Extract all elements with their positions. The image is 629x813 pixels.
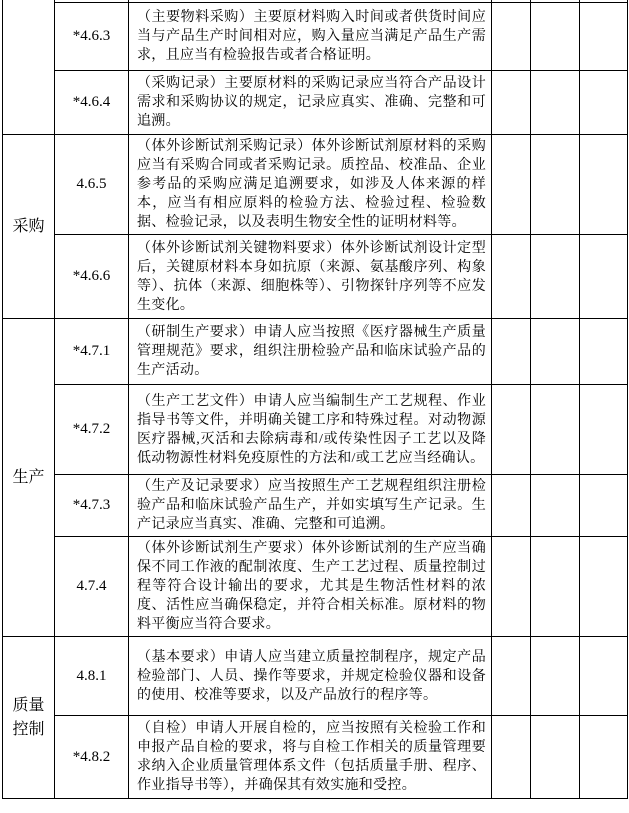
check-cell-2 — [531, 385, 580, 475]
item-number-cell: *4.6.3 — [55, 3, 129, 71]
requirement-text-cell: （采购记录）主要原材料的采购记录应当符合产品设计需求和采购协议的规定，记录应真实、准确、完整和可追溯。 — [129, 71, 492, 135]
check-cell-1 — [492, 71, 531, 135]
requirement-text-cell: （基本要求）申请人应当建立质量控制程序，规定产品检验部门、人员、操作等要求，并规定检验仪器和设备的使用、校准等要求，以及产品放行的程序等。 — [129, 637, 492, 716]
item-number-cell: *4.7.1 — [55, 319, 129, 385]
check-cell-2 — [531, 716, 580, 799]
item-number-cell: *4.6.4 — [55, 71, 129, 135]
check-cell-3 — [580, 235, 628, 319]
table-row — [3, 475, 628, 537]
item-number-cell: 4.7.4 — [55, 537, 129, 637]
table-row — [3, 3, 628, 71]
check-cell-3 — [580, 135, 628, 235]
check-cell-3 — [580, 475, 628, 537]
check-cell-2 — [531, 3, 580, 71]
check-cell-3 — [580, 3, 628, 71]
check-cell-2 — [531, 235, 580, 319]
check-cell-2 — [531, 537, 580, 637]
table-row — [3, 716, 628, 799]
category-cell-production: 生产 — [3, 319, 55, 637]
check-cell-1 — [492, 475, 531, 537]
requirement-text-cell: （生产工艺文件）申请人应当编制生产工艺规程、作业指导书等文件，并明确关键工序和特殊过程。对动物源医疗器械,灭活和去除病毒和/或传染性因子工艺以及降低动物源性材料免疫原性的方法和/或工艺应当经确认。 — [129, 385, 492, 475]
item-number-cell: *4.8.2 — [55, 716, 129, 799]
item-number-cell: *4.7.2 — [55, 385, 129, 475]
item-number-cell: *4.6.6 — [55, 235, 129, 319]
category-cell-procurement: 采购 — [3, 135, 55, 319]
table-row — [3, 319, 628, 385]
table-row — [3, 537, 628, 637]
check-cell-2 — [531, 475, 580, 537]
table-row — [3, 135, 628, 235]
table-row — [3, 235, 628, 319]
table-row — [3, 71, 628, 135]
check-cell-1 — [492, 135, 531, 235]
check-cell-1 — [492, 3, 531, 71]
requirement-text-cell: （研制生产要求）申请人应当按照《医疗器械生产质量管理规范》要求，组织注册检验产品和临床试验产品的生产活动。 — [129, 319, 492, 385]
check-cell-3 — [580, 71, 628, 135]
requirement-text-cell: （体外诊断试剂关键物料要求）体外诊断试剂设计定型后，关键原材料本身如抗原（来源、氨基酸序列、构象等）、抗体（来源、细胞株等）、引物探针序列等不应发生变化。 — [129, 235, 492, 319]
item-number-cell: 4.6.5 — [55, 135, 129, 235]
requirement-text-cell: （体外诊断试剂采购记录）体外诊断试剂原材料的采购应当有采购合同或者采购记录。质控品、校准品、企业参考品的采购应满足追溯要求，如涉及人体来源的样本，应当有相应原料的检验方法、检验过程、检验数据、检验记录，以及表明生物安全性的证明材料等。 — [129, 135, 492, 235]
check-cell-3 — [580, 537, 628, 637]
check-cell-1 — [492, 637, 531, 716]
check-cell-3 — [580, 716, 628, 799]
requirement-text-cell: （主要物料采购）主要原材料购入时间或者供货时间应当与产品生产时间相对应，购入量应当满足产品生产需求，且应当有检验报告或者合格证明。 — [129, 3, 492, 71]
check-cell-3 — [580, 319, 628, 385]
check-cell-2 — [531, 637, 580, 716]
check-cell-2 — [531, 135, 580, 235]
check-cell-1 — [492, 385, 531, 475]
item-number-cell: *4.7.3 — [55, 475, 129, 537]
check-cell-1 — [492, 319, 531, 385]
check-cell-3 — [580, 385, 628, 475]
check-cell-2 — [531, 71, 580, 135]
requirement-text-cell: （体外诊断试剂生产要求）体外诊断试剂的生产应当确保不同工作液的配制浓度、生产工艺过程、质量控制过程等符合设计输出的要求，尤其是生物活性材料的浓度、活性应当确保稳定，并符合相关标准。原材料的物料平衡应当符合要求。 — [129, 537, 492, 637]
checklist-table — [2, 0, 628, 799]
category-cell-quality-control: 质量控制 — [3, 637, 55, 799]
check-cell-1 — [492, 235, 531, 319]
check-cell-1 — [492, 716, 531, 799]
check-cell-2 — [531, 319, 580, 385]
item-number-cell: 4.8.1 — [55, 637, 129, 716]
requirement-text-cell: （生产及记录要求）应当按照生产工艺规程组织注册检验产品和临床试验产品生产，并如实填写生产记录。生产记录应当真实、准确、完整和可追溯。 — [129, 475, 492, 537]
check-cell-1 — [492, 537, 531, 637]
table-row — [3, 385, 628, 475]
category-cell-continued — [3, 0, 55, 135]
table-container — [2, 0, 628, 799]
check-cell-3 — [580, 637, 628, 716]
table-row — [3, 637, 628, 716]
requirement-text-cell: （自检）申请人开展自检的，应当按照有关检验工作和申报产品自检的要求，将与自检工作相关的质量管理要求纳入企业质量管理体系文件（包括质量手册、程序、作业指导书等），并确保其有效实施和受控。 — [129, 716, 492, 799]
